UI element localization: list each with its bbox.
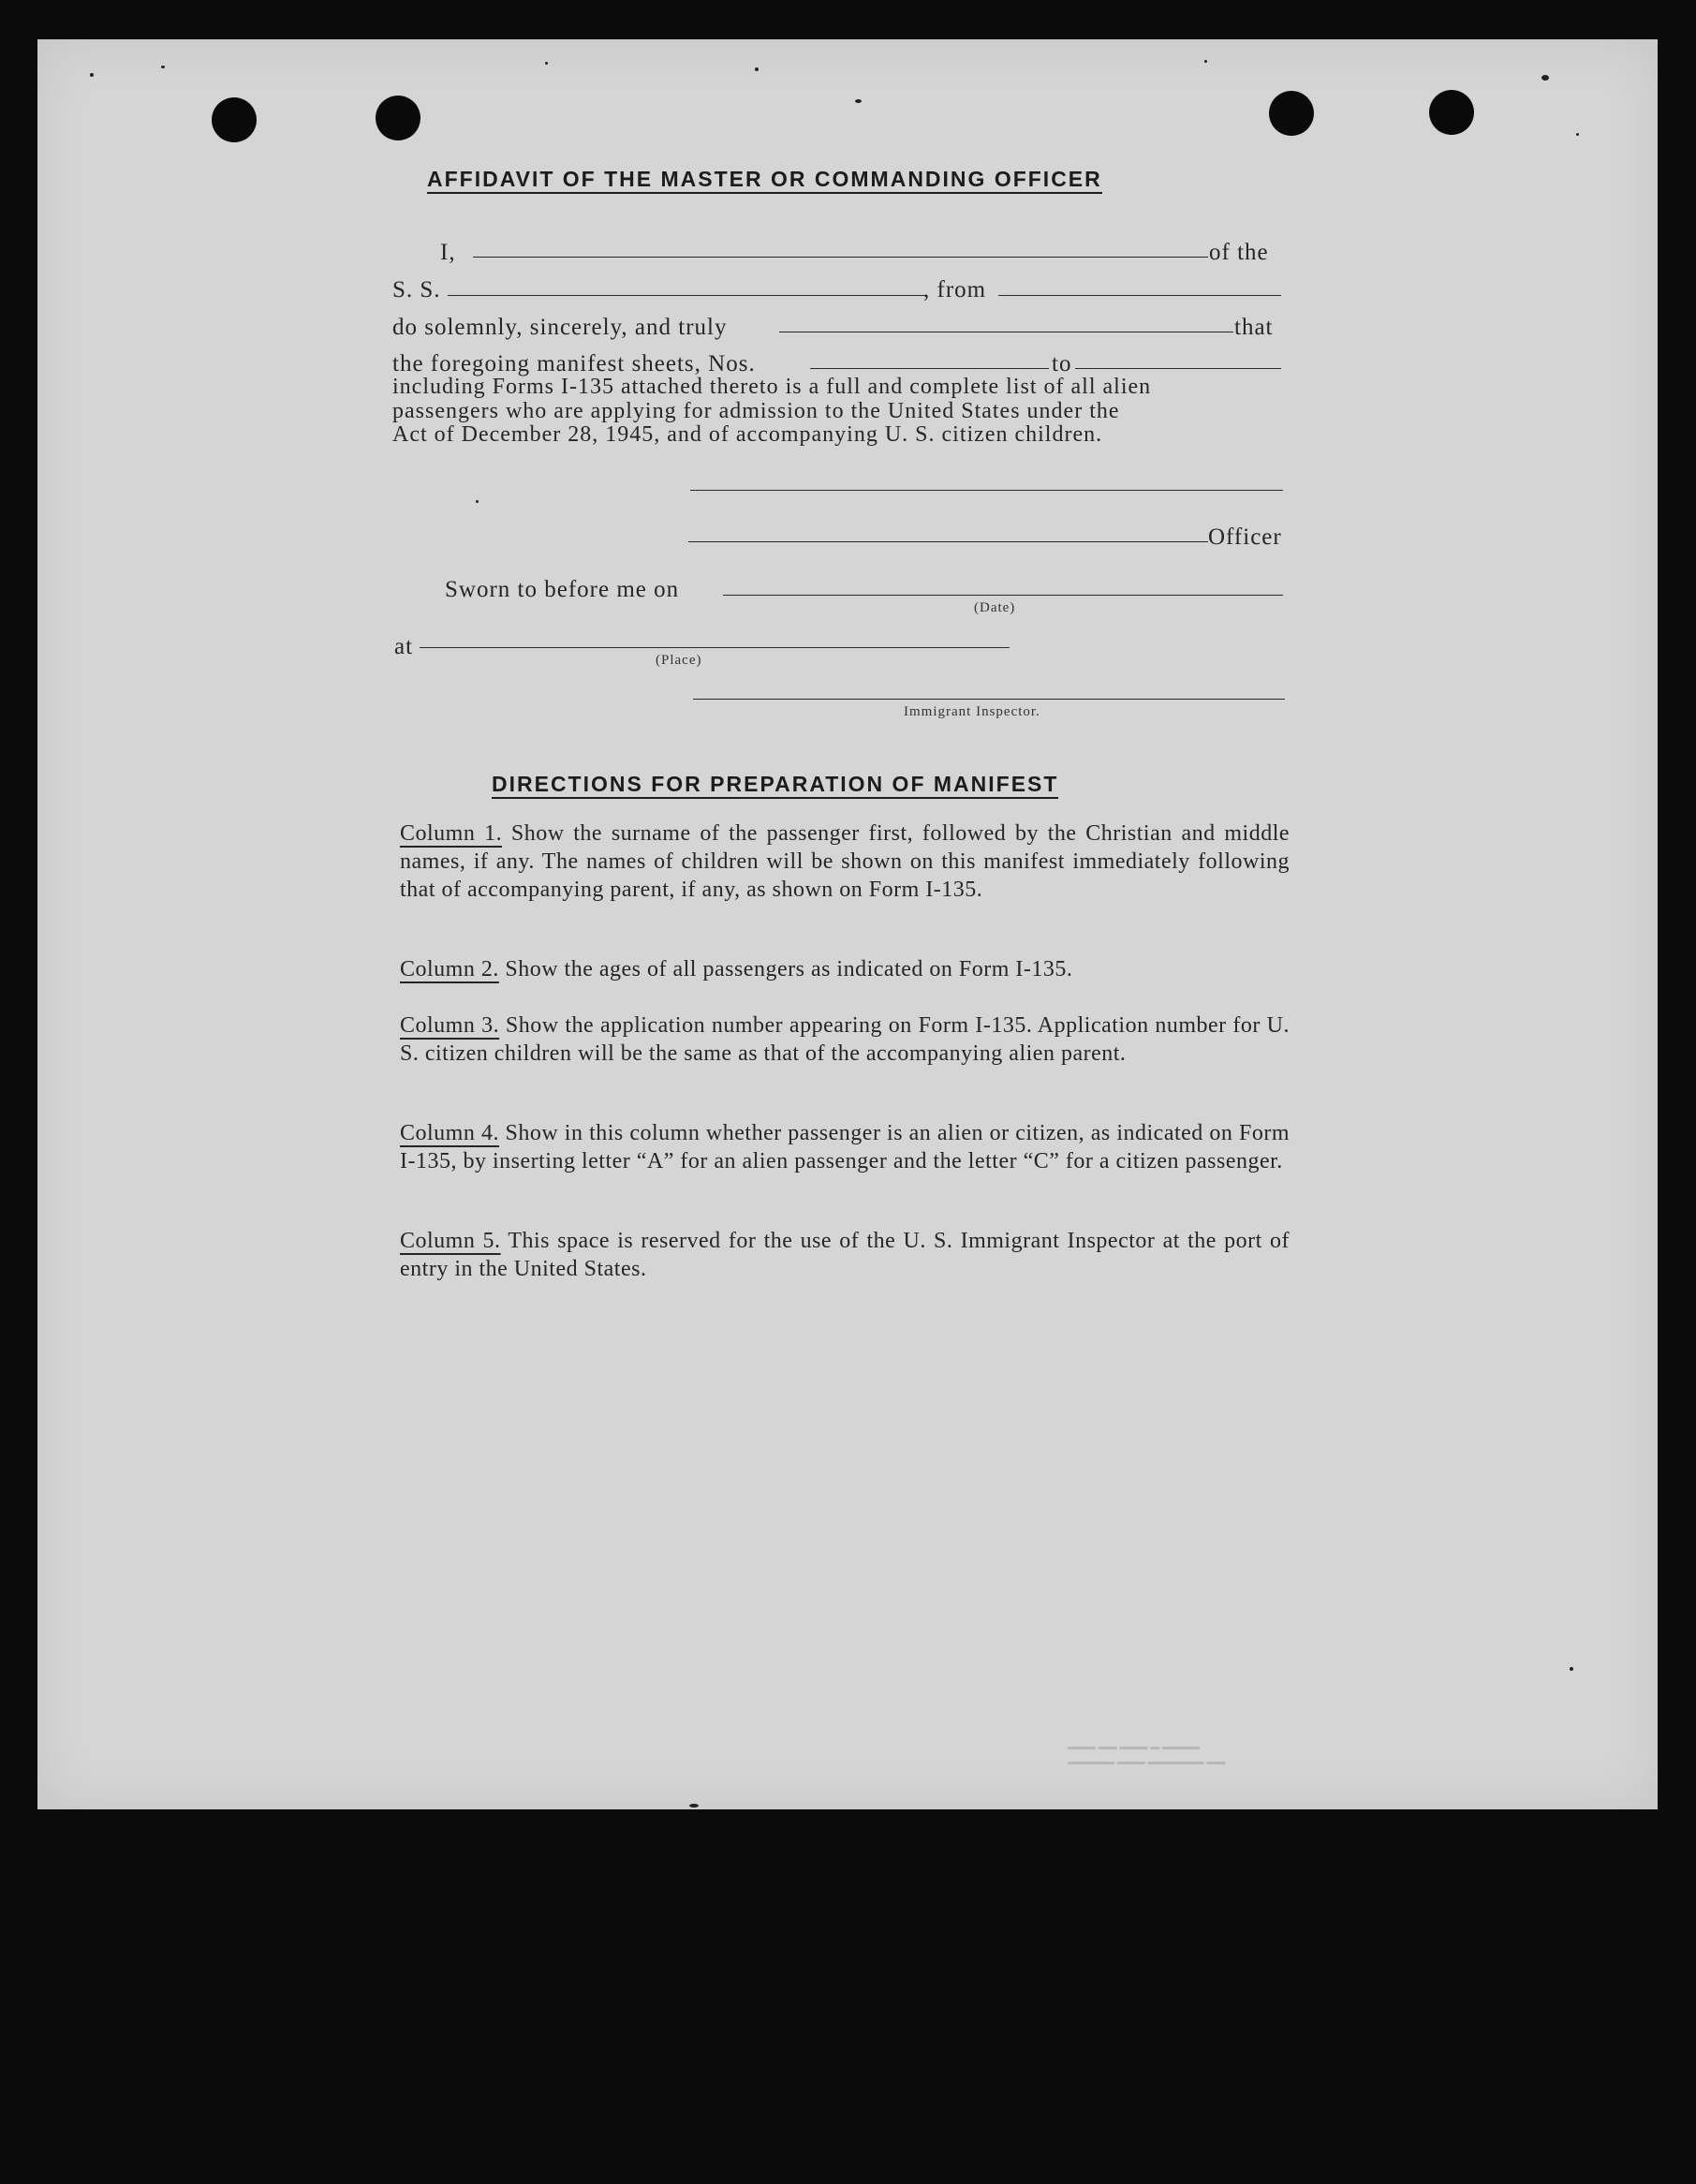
column-2-text: Show the ages of all passengers as indicated on Form I-135.: [505, 957, 1073, 981]
speck: [476, 500, 479, 503]
ss-label: S. S.: [392, 277, 441, 303]
column-5-text: This space is reserved for the use of the U. S. Immigrant Inspector at the port of entry in the United States.: [400, 1229, 1290, 1281]
that-label: that: [1234, 315, 1274, 340]
column-1-direction: [400, 819, 1290, 904]
punch-hole: [1269, 91, 1314, 136]
signature-line: [690, 490, 1283, 491]
speck: [1541, 75, 1549, 81]
column-4-direction: [400, 1119, 1290, 1175]
speck: [1576, 133, 1579, 136]
punch-hole: [1429, 90, 1474, 135]
column-3-text: Show the application number appearing on Form I-135. Application number for U. S. citizen children will be the same as that of the accompanying alien parent.: [400, 1013, 1290, 1066]
speck: [855, 99, 862, 103]
speck: [755, 67, 759, 71]
officer-line: [688, 541, 1208, 542]
from-label: , from: [923, 277, 987, 303]
affidavit-title: AFFIDAVIT OF THE MASTER OR COMMANDING OFFICER: [427, 169, 1102, 194]
column-1-text: Show the surname of the passenger first, followed by the Christian and middle names, if any. The names of children will be shown on this manifest immediately following that of accompanying parent, if any, as shown on Form I-135.: [400, 821, 1290, 902]
place-caption: (Place): [656, 653, 702, 668]
affidavit-body-line: Act of December 28, 1945, and of accompanying U. S. citizen children.: [392, 422, 1103, 447]
speck: [161, 66, 165, 68]
ship-name-line: [448, 295, 925, 296]
column-3-label: Column 3.: [400, 1013, 500, 1038]
column-4-label: Column 4.: [400, 1121, 499, 1145]
punch-hole: [376, 96, 420, 140]
speck: [1204, 60, 1207, 63]
port-from-line: [998, 295, 1281, 296]
solemnly-text: do solemnly, sincerely, and truly: [392, 315, 728, 340]
column-5-label: Column 5.: [400, 1229, 501, 1253]
speck: [1570, 1667, 1573, 1671]
speck: [545, 62, 548, 65]
column-3-direction: [400, 1011, 1290, 1068]
affidavit-body-line: including Forms I-135 attached thereto is a full and complete list of all alien: [392, 375, 1152, 399]
master-name-line: [473, 257, 1208, 258]
sworn-label: Sworn to before me on: [445, 577, 680, 602]
date-line: [723, 595, 1283, 596]
inspector-caption: Immigrant Inspector.: [904, 704, 1040, 719]
faint-stamp: ▬▬▬ ▬▬ ▬▬▬ ▬ ▬▬▬▬: [1068, 1742, 1201, 1752]
speck: [90, 73, 94, 77]
inspector-line: [693, 699, 1285, 700]
officer-label: Officer: [1208, 524, 1282, 550]
speck: [689, 1804, 699, 1808]
sheet-from-line: [810, 368, 1049, 369]
column-2-label: Column 2.: [400, 957, 499, 981]
faint-stamp: ▬▬▬▬▬ ▬▬▬ ▬▬▬▬▬▬ ▬▬: [1068, 1757, 1226, 1767]
document-page: [37, 39, 1658, 1809]
affidavit-i-label: I,: [440, 240, 456, 265]
date-caption: (Date): [974, 600, 1016, 615]
to-label: to: [1052, 351, 1072, 376]
column-4-text: Show in this column whether passenger is an alien or citizen, as indicated on Form I-135, by inserting letter “A” for an alien passenger and the letter “C” for a citizen passenger.: [400, 1121, 1290, 1173]
at-label: at: [394, 634, 414, 659]
column-1-label: Column 1.: [400, 821, 503, 846]
sheet-to-line: [1075, 368, 1281, 369]
column-5-direction: [400, 1227, 1290, 1283]
place-line: [420, 647, 1010, 648]
manifest-sheets-text: the foregoing manifest sheets, Nos.: [392, 351, 756, 376]
of-the-label: of the: [1209, 240, 1269, 265]
column-2-direction: [400, 955, 1290, 983]
directions-title: DIRECTIONS FOR PREPARATION OF MANIFEST: [492, 774, 1058, 799]
punch-hole: [212, 97, 257, 142]
affidavit-body-line: passengers who are applying for admission to the United States under the: [392, 399, 1120, 423]
